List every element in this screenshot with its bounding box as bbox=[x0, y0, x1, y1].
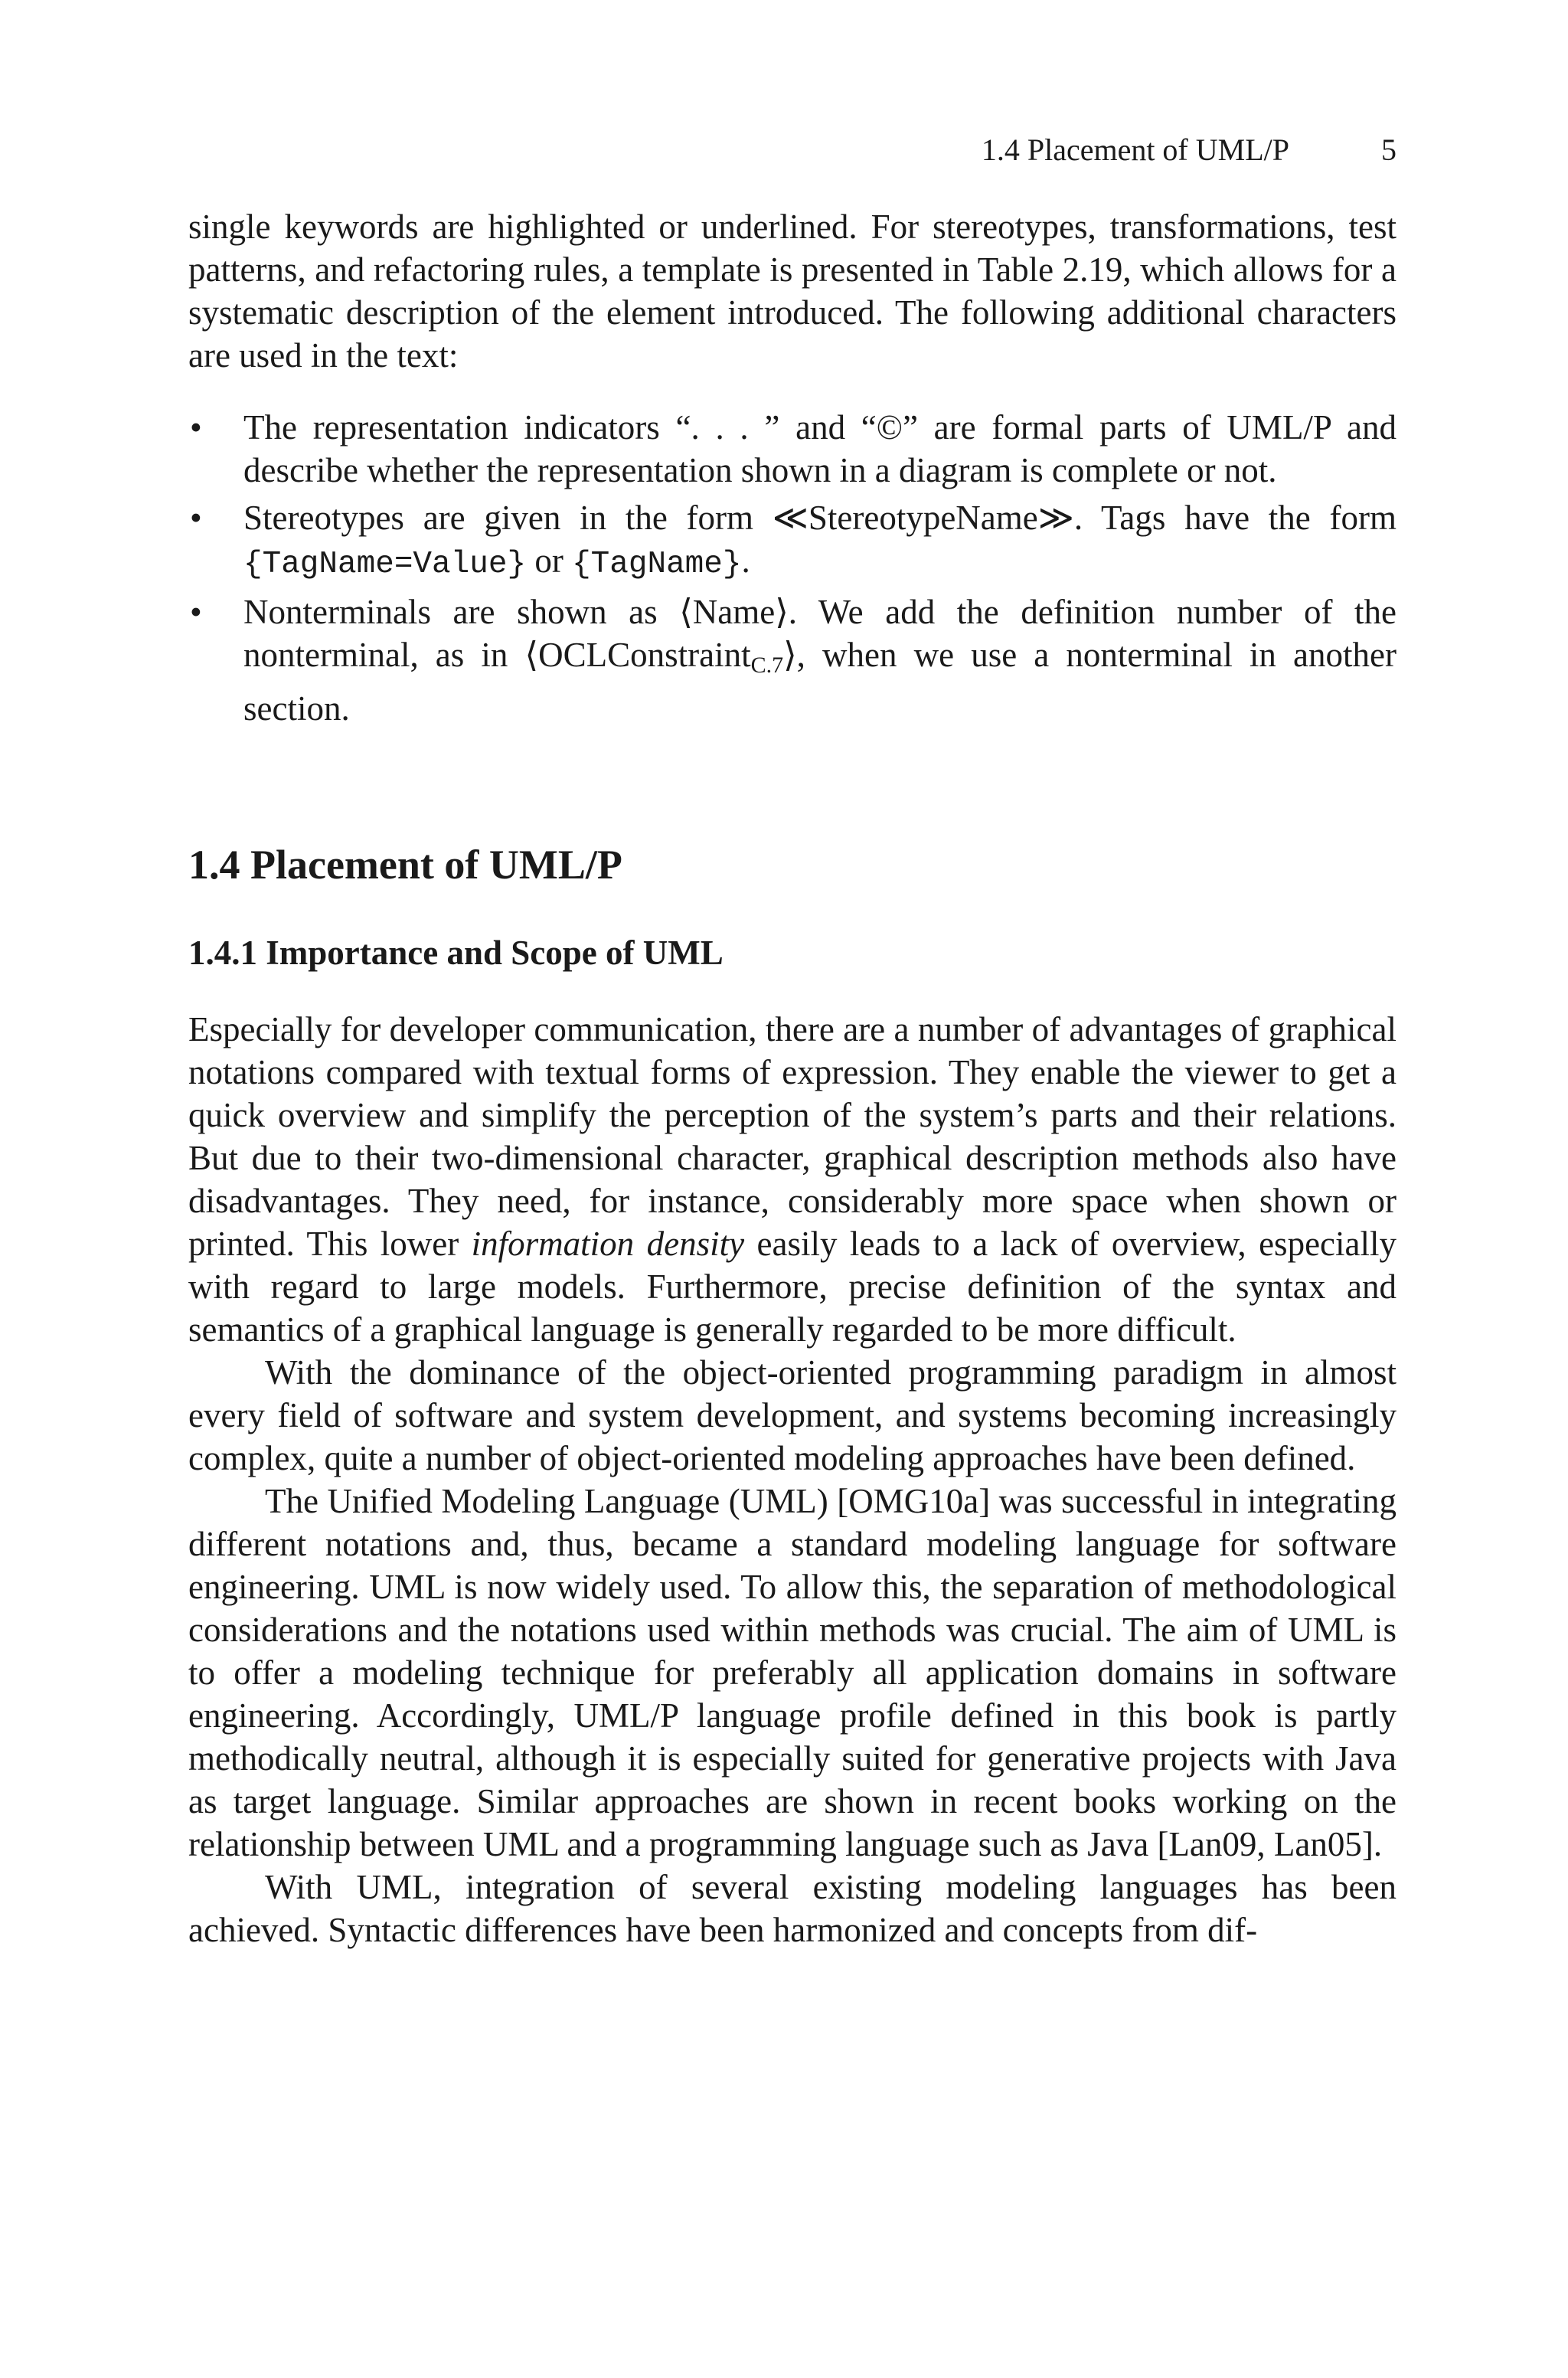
list-item bbox=[188, 590, 1396, 730]
bullet-text: The representation indicators “. . . ” and “©” are formal parts of UML/P and describe whether the representation shown in a diagram is complete or not. bbox=[243, 408, 1396, 489]
bullet-text: ⟩, when we use a nonterminal in another section. bbox=[243, 636, 1396, 728]
bullet-text: Stereotypes are given in the form ≪StereotypeName≫. Tags have the form bbox=[243, 499, 1396, 537]
list-item bbox=[188, 496, 1396, 586]
list-item bbox=[188, 406, 1396, 492]
paragraph bbox=[188, 1008, 1396, 1351]
intro-paragraph bbox=[188, 205, 1396, 377]
bullet-icon: • bbox=[190, 499, 202, 537]
paragraph: With the dominance of the object-oriented programming paradigm in almost every field of software and system development, and systems becoming increasingly complex, quite a number of object-oriented modeling approaches have been defined. bbox=[188, 1353, 1396, 1477]
notation-bullet-list bbox=[188, 406, 1396, 734]
paragraph: The Unified Modeling Language (UML) [OMG10a] was successful in integrating different notations and, thus, became a standard modeling language for software engineering. UML is now widely used. To allow this, the separation of methodological considerations and the notations used within methods was crucial. The aim of UML is to offer a modeling technique for preferably all application domains in software engineering. Accordingly, UML/P language profile defined in this book is partly methodically neutral, although it is especially suited for generative projects with Java as target language. Similar approaches are shown in recent books working on the relationship between UML and a programming language such as Java [Lan09, Lan05]. bbox=[188, 1482, 1396, 1863]
running-head bbox=[188, 129, 1396, 172]
bullet-icon: • bbox=[190, 408, 202, 446]
bullet-text: . bbox=[741, 541, 750, 580]
paragraph-text: easily leads to a lack of overview, especially with regard to large models. Furthermore, precise definition of the syntax and semantics of a graphical language is generally regarded to be more difficult. bbox=[188, 1225, 1397, 1349]
subsection-heading: 1.4.1 Importance and Scope of UML bbox=[188, 934, 724, 972]
bullet-text: Nonterminals are shown as ⟨Name⟩. We add the definition number of the nonterminal, as in ⟨OCLConstraint bbox=[243, 593, 1396, 674]
paragraph-text: Especially for developer communication, there are a number of advantages of graphical notations compared with textual forms of expression. They enable the viewer to get a quick overview and simplify the perception of the system’s parts and their relations. But due to their two-dimensional character, graphical description methods also have disadvantages. They need, for instance, considerably more space when shown or printed. This lower bbox=[188, 1010, 1396, 1263]
page-number: 5 bbox=[1381, 132, 1396, 167]
intro-text: single keywords are highlighted or underlined. For stereotypes, transformations, test patterns, and refactoring rules, a template is presented in Table 2.19, which allows for a systematic description of the element introduced. The following additional characters are used in the text: bbox=[188, 208, 1396, 375]
bullet-icon: • bbox=[190, 593, 202, 631]
definition-subscript: C.7 bbox=[750, 653, 784, 678]
emphasis-term: information density bbox=[471, 1225, 745, 1263]
section-heading: 1.4 Placement of UML/P bbox=[188, 842, 622, 888]
tag-example: {TagName=Value} bbox=[243, 547, 527, 582]
bullet-text: or bbox=[526, 541, 573, 580]
paragraph: With UML, integration of several existing modeling languages has been achieved. Syntactic differences have been harmonized and concepts from dif- bbox=[188, 1868, 1396, 1949]
tag-example: {TagName} bbox=[572, 547, 742, 582]
main-body bbox=[188, 1008, 1396, 1951]
running-head-title: 1.4 Placement of UML/P bbox=[981, 132, 1289, 167]
